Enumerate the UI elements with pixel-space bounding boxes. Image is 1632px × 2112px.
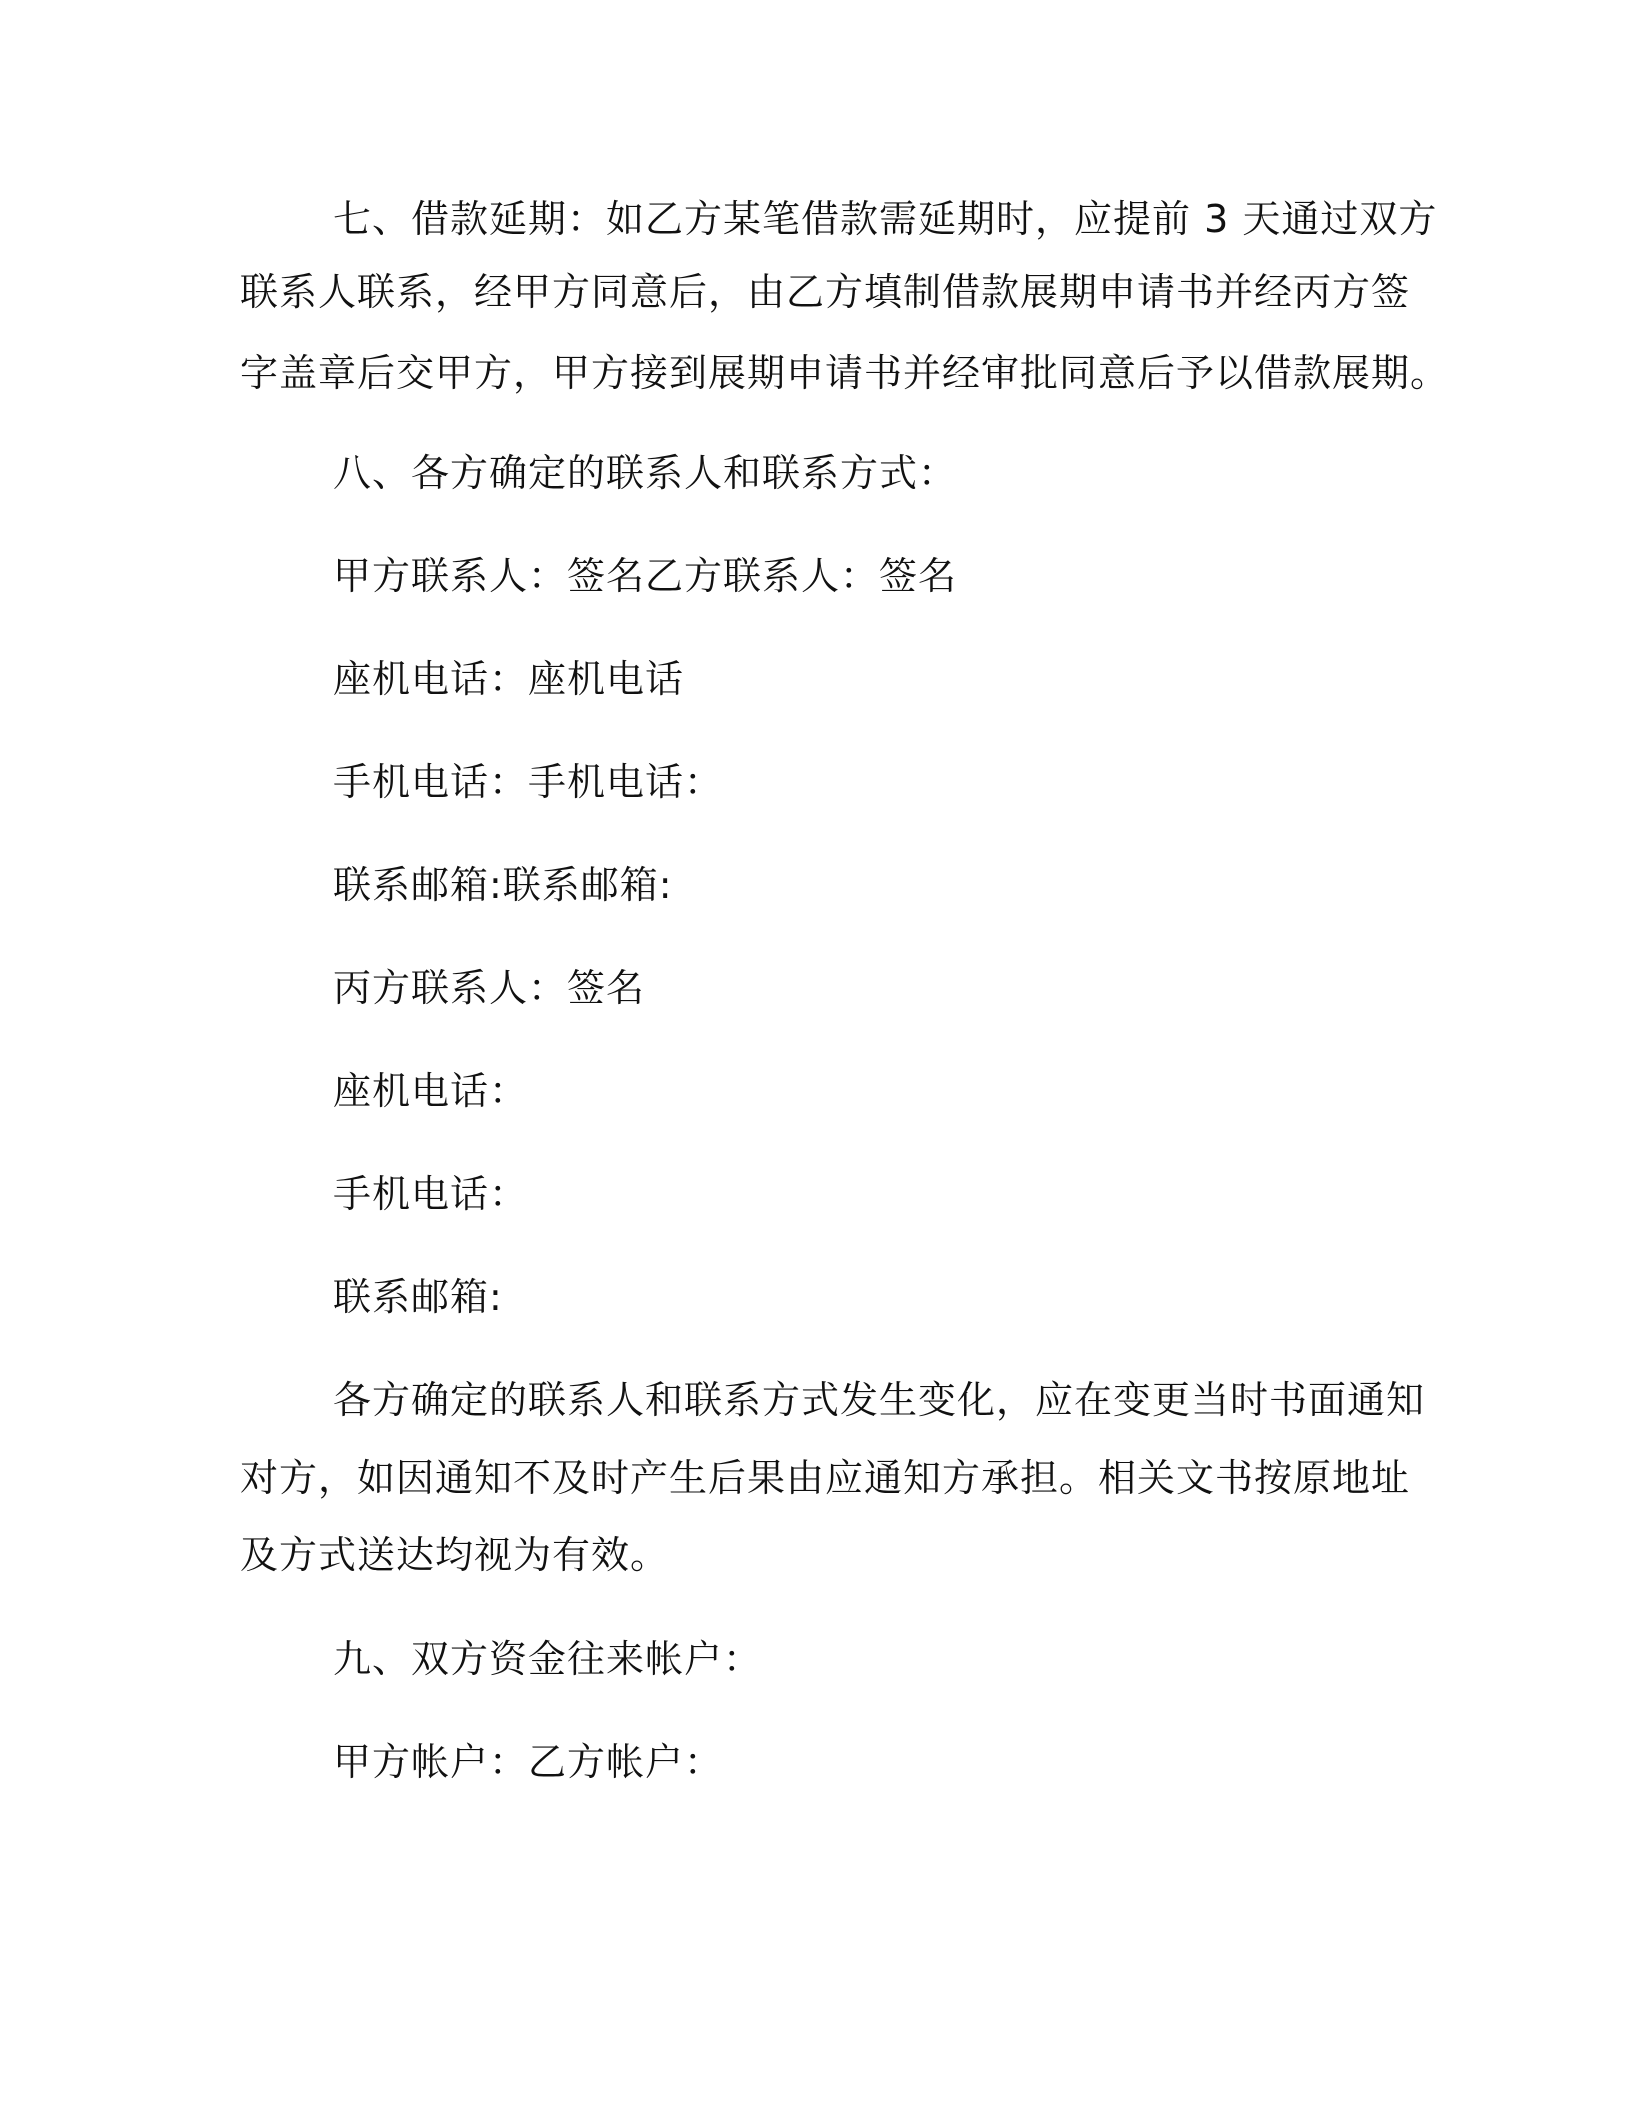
notice-line-2: 对方，如因通知不及时产生后果由应通知方承担。相关文书按原地址 <box>240 1456 1411 1500</box>
section7-line-1: 七、借款延期：如乙方某笔借款需延期时，应提前 3 天通过双方 <box>333 197 1438 241</box>
contact-line-landline-2: 座机电话： <box>333 1069 529 1113</box>
section9-accounts: 甲方帐户：乙方帐户： <box>333 1740 724 1784</box>
section8-heading: 八、各方确定的联系人和联系方式： <box>333 451 958 495</box>
notice-line-3: 及方式送达均视为有效。 <box>240 1533 670 1577</box>
section7-line-2: 联系人联系，经甲方同意后，由乙方填制借款展期申请书并经丙方签 <box>240 270 1411 314</box>
contact-line-landline-1: 座机电话：座机电话 <box>333 657 685 701</box>
contact-line-email-1: 联系邮箱:联系邮箱: <box>333 863 673 907</box>
contact-line-party-a-b: 甲方联系人：签名乙方联系人：签名 <box>333 554 958 598</box>
contact-line-mobile-1: 手机电话：手机电话： <box>333 760 724 804</box>
contact-line-party-c: 丙方联系人：签名 <box>333 966 646 1010</box>
section7-line-3: 字盖章后交甲方，甲方接到展期申请书并经审批同意后予以借款展期。 <box>240 351 1450 395</box>
contact-line-mobile-2: 手机电话： <box>333 1172 529 1216</box>
notice-line-1: 各方确定的联系人和联系方式发生变化，应在变更当时书面通知 <box>333 1378 1426 1422</box>
contact-line-email-2: 联系邮箱: <box>333 1275 503 1319</box>
section9-heading: 九、双方资金往来帐户： <box>333 1637 763 1681</box>
